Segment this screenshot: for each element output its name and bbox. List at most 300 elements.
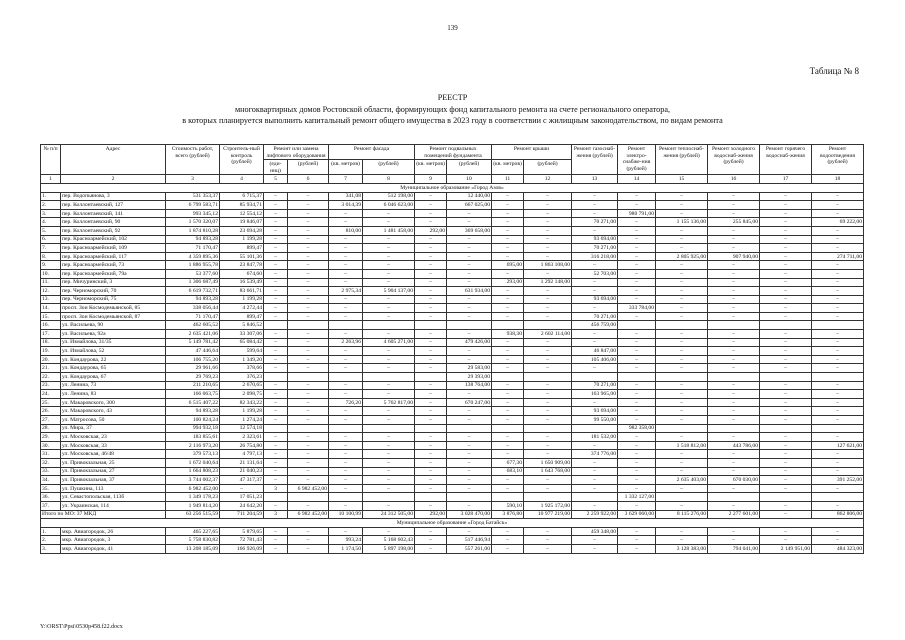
table-cell: – xyxy=(656,484,708,493)
table-cell xyxy=(264,424,288,433)
table-cell: 26. xyxy=(41,407,61,416)
table-cell: 2. xyxy=(41,536,61,545)
table-cell: – xyxy=(329,312,363,321)
table-cell: – xyxy=(760,261,812,270)
table-cell: – xyxy=(618,390,656,399)
table-row xyxy=(41,261,864,270)
table-row xyxy=(41,192,864,201)
table-cell: 3 876,80 xyxy=(492,510,524,519)
table-cell: – xyxy=(447,484,492,493)
table-cell: 3. xyxy=(41,544,61,553)
table-cell: 274 711,00 xyxy=(812,252,864,261)
table-cell: – xyxy=(329,347,363,356)
table-cell: 15. xyxy=(41,312,61,321)
table-cell: 10. xyxy=(41,269,61,278)
table-cell: – xyxy=(415,312,447,321)
table-cell: – xyxy=(812,192,864,201)
table-cell xyxy=(447,424,492,433)
table-cell: – xyxy=(656,458,708,467)
table-cell: 37. xyxy=(41,501,61,510)
table-cell: – xyxy=(708,467,760,476)
table-cell: – xyxy=(492,295,524,304)
table-cell: Итого по МО: 37 МКД xyxy=(41,510,166,519)
table-cell xyxy=(618,321,656,330)
table-cell: – xyxy=(363,416,415,425)
table-cell: – xyxy=(363,330,415,339)
table-cell: – xyxy=(760,527,812,536)
table-cell: – xyxy=(524,390,572,399)
table-cell: – xyxy=(363,269,415,278)
table-cell: 1 886 955,78 xyxy=(166,261,220,270)
table-cell xyxy=(415,424,447,433)
table-cell: 82 343,22 xyxy=(220,398,264,407)
table-cell: 1 650 909,00 xyxy=(524,458,572,467)
table-cell: – xyxy=(760,235,812,244)
table-cell: – xyxy=(572,278,618,287)
table-cell: – xyxy=(618,450,656,459)
table-cell: 459 348,00 xyxy=(572,527,618,536)
table-cell: – xyxy=(329,441,363,450)
table-cell: – xyxy=(760,484,812,493)
table-cell: 7. xyxy=(41,244,61,253)
table-cell: – xyxy=(524,287,572,296)
table-cell: 25. xyxy=(41,398,61,407)
table-cell: – xyxy=(760,510,812,519)
table-cell: 2 635 421,06 xyxy=(166,330,220,339)
table-cell: Муниципальное образование «Город Батайск» xyxy=(41,519,864,528)
table-cell: – xyxy=(524,441,572,450)
table-cell: – xyxy=(572,476,618,485)
table-cell: 810,00 xyxy=(329,226,363,235)
table-cell: – xyxy=(524,416,572,425)
table-cell: – xyxy=(572,330,618,339)
table-cell: – xyxy=(264,304,288,313)
table-cell: 4 359 895,36 xyxy=(166,252,220,261)
table-cell: – xyxy=(618,441,656,450)
table-row xyxy=(41,355,864,364)
table-cell: – xyxy=(572,192,618,201)
table-cell: 1 174,50 xyxy=(329,544,363,553)
table-cell: – xyxy=(288,398,329,407)
col-number: 16 xyxy=(708,175,760,184)
table-cell: – xyxy=(656,278,708,287)
table-cell: – xyxy=(760,226,812,235)
table-cell: – xyxy=(415,338,447,347)
table-cell: – xyxy=(492,381,524,390)
table-cell: – xyxy=(656,226,708,235)
table-cell: – xyxy=(363,484,415,493)
table-cell: – xyxy=(288,416,329,425)
table-row xyxy=(41,304,864,313)
table-cell: – xyxy=(572,364,618,373)
table-cell: 994 932,18 xyxy=(166,424,220,433)
table-cell: – xyxy=(363,347,415,356)
table-row xyxy=(41,441,864,450)
header-basement: Ремонт подвальных помещений фундамента xyxy=(415,145,492,160)
table-cell: 794 041,00 xyxy=(708,544,760,553)
table-cell: – xyxy=(572,501,618,510)
table-cell: – xyxy=(708,295,760,304)
table-cell: – xyxy=(415,278,447,287)
table-cell: – xyxy=(760,467,812,476)
table-cell xyxy=(264,321,288,330)
header-heat: Ремонт теплоснаб-жения (рублей) xyxy=(656,145,708,175)
table-cell: 3 128 383,00 xyxy=(656,544,708,553)
table-cell: – xyxy=(415,218,447,227)
table-cell xyxy=(708,373,760,382)
table-cell: 5 897 198,00 xyxy=(363,544,415,553)
header-basement-sqm: (кв. метров) xyxy=(415,160,447,175)
table-cell: – xyxy=(288,441,329,450)
table-cell: – xyxy=(447,312,492,321)
table-cell: – xyxy=(760,347,812,356)
table-cell: 47 446,64 xyxy=(166,347,220,356)
table-cell: ул. Кондаурова, 67 xyxy=(61,373,166,382)
table-cell: – xyxy=(415,261,447,270)
table-cell: 1 349 178,23 xyxy=(166,493,220,502)
table-cell: – xyxy=(447,295,492,304)
table-cell: ул. Измайлова, 52 xyxy=(61,347,166,356)
table-cell: – xyxy=(812,398,864,407)
table-cell xyxy=(572,493,618,502)
table-cell: 55 101,36 xyxy=(220,252,264,261)
table-cell: – xyxy=(288,347,329,356)
table-cell: – xyxy=(264,244,288,253)
table-cell: – xyxy=(220,484,264,493)
page-number: 139 xyxy=(447,24,458,32)
table-cell: 2 259 922,00 xyxy=(572,510,618,519)
table-cell: 3 744 002,37 xyxy=(166,476,220,485)
table-cell: – xyxy=(264,458,288,467)
table-cell: – xyxy=(329,261,363,270)
table-cell: – xyxy=(288,209,329,218)
table-cell xyxy=(288,493,329,502)
table-cell: ул. Матросова, 50 xyxy=(61,416,166,425)
table-cell xyxy=(415,373,447,382)
table-cell: 1 643 768,00 xyxy=(524,467,572,476)
table-cell: 72 781,43 xyxy=(220,536,264,545)
col-number: 3 xyxy=(166,175,220,184)
table-cell: – xyxy=(264,209,288,218)
table-cell: – xyxy=(708,450,760,459)
table-cell: – xyxy=(524,192,572,201)
table-cell: 2 602 114,00 xyxy=(524,330,572,339)
table-cell: 9. xyxy=(41,261,61,270)
table-cell: – xyxy=(329,269,363,278)
table-cell: – xyxy=(492,355,524,364)
table-cell xyxy=(708,493,760,502)
col-number: 2 xyxy=(61,175,166,184)
table-cell: 1 332 127,00 xyxy=(618,493,656,502)
table-cell: – xyxy=(524,226,572,235)
table-cell: – xyxy=(812,347,864,356)
table-cell: пер. Красноармейский, 102 xyxy=(61,235,166,244)
table-cell: – xyxy=(447,407,492,416)
table-cell: – xyxy=(329,304,363,313)
header-basement-rub: (рублей) xyxy=(447,160,492,175)
table-row xyxy=(41,201,864,210)
table-cell: – xyxy=(415,295,447,304)
table-cell: Муниципальное образование «Город Азов» xyxy=(41,183,864,192)
table-cell: 1 199,28 xyxy=(220,407,264,416)
table-cell: 711 204,59 xyxy=(220,510,264,519)
table-cell: – xyxy=(447,347,492,356)
table-cell: – xyxy=(760,501,812,510)
table-cell: 69 222,00 xyxy=(812,218,864,227)
table-cell: – xyxy=(618,544,656,553)
table-cell: 3 xyxy=(264,510,288,519)
table-cell: – xyxy=(264,476,288,485)
table-cell: ул. Макаровского, 43 xyxy=(61,407,166,416)
table-cell: – xyxy=(656,433,708,442)
table-cell xyxy=(812,424,864,433)
table-cell: – xyxy=(708,364,760,373)
table-cell: 2 277 601,00 xyxy=(708,510,760,519)
table-cell: – xyxy=(656,192,708,201)
table-cell: – xyxy=(415,390,447,399)
table-cell: 1 481 458,00 xyxy=(363,226,415,235)
table-cell: ул. Кондаурова, 22 xyxy=(61,355,166,364)
table-cell: 6 046 623,00 xyxy=(363,201,415,210)
table-cell xyxy=(447,493,492,502)
table-cell: – xyxy=(329,433,363,442)
table-cell: – xyxy=(618,235,656,244)
table-cell: 338 056,44 xyxy=(166,304,220,313)
table-cell: – xyxy=(363,209,415,218)
table-cell: – xyxy=(329,330,363,339)
table-cell: 5 758 830,82 xyxy=(166,536,220,545)
table-cell: – xyxy=(363,467,415,476)
table-cell: – xyxy=(812,201,864,210)
col-number: 10 xyxy=(447,175,492,184)
table-cell: – xyxy=(760,312,812,321)
table-cell: – xyxy=(492,226,524,235)
table-cell: – xyxy=(760,407,812,416)
table-cell: – xyxy=(618,476,656,485)
table-row xyxy=(41,269,864,278)
header-facade: Ремонт фасада xyxy=(329,145,415,160)
table-cell: – xyxy=(288,235,329,244)
table-row xyxy=(41,226,864,235)
table-cell: – xyxy=(415,476,447,485)
header-sewer: Ремонт водоотведения (рублей) xyxy=(812,145,864,175)
col-number: 6 xyxy=(288,175,329,184)
table-cell: 1. xyxy=(41,527,61,536)
table-cell: 2 263,96 xyxy=(329,338,363,347)
table-cell: 1 925 172,00 xyxy=(524,501,572,510)
table-cell: – xyxy=(447,390,492,399)
table-cell: 17. xyxy=(41,330,61,339)
table-cell: – xyxy=(524,450,572,459)
table-cell: – xyxy=(329,390,363,399)
table-cell: 181 532,00 xyxy=(572,433,618,442)
table-cell: 2 116 973,20 xyxy=(166,441,220,450)
table-cell: – xyxy=(492,312,524,321)
table-cell: – xyxy=(492,192,524,201)
table-row xyxy=(41,252,864,261)
table-cell: – xyxy=(760,381,812,390)
table-cell: 2 635 403,00 xyxy=(656,476,708,485)
table-cell: 1 949 814,20 xyxy=(166,501,220,510)
table-cell: – xyxy=(363,441,415,450)
table-cell: – xyxy=(618,381,656,390)
table-cell: ул. Кондаурова, 65 xyxy=(61,364,166,373)
table-cell: – xyxy=(572,441,618,450)
table-cell: – xyxy=(812,536,864,545)
table-cell: – xyxy=(415,433,447,442)
table-cell xyxy=(363,321,415,330)
table-cell: – xyxy=(264,390,288,399)
table-cell xyxy=(708,424,760,433)
table-cell xyxy=(760,373,812,382)
table-cell: – xyxy=(812,390,864,399)
table-cell: – xyxy=(812,304,864,313)
table-cell xyxy=(329,424,363,433)
col-number: 9 xyxy=(415,175,447,184)
table-cell xyxy=(264,373,288,382)
table-cell: – xyxy=(618,484,656,493)
table-cell: – xyxy=(264,269,288,278)
table-cell: 1 274,24 xyxy=(220,416,264,425)
table-cell: – xyxy=(329,364,363,373)
table-cell: – xyxy=(656,467,708,476)
file-path-footer: Y:\ORST\Ppsi\0530p458.f22.docx xyxy=(40,624,123,630)
table-cell: – xyxy=(708,355,760,364)
table-cell: – xyxy=(656,261,708,270)
table-cell: – xyxy=(363,235,415,244)
table-cell: просп. Зои Космодемьянской, 87 xyxy=(61,312,166,321)
table-cell: 982 358,00 xyxy=(618,424,656,433)
table-cell: 211 210,65 xyxy=(166,381,220,390)
header-roof-rub: (рублей) xyxy=(524,160,572,175)
table-cell: 6 982 452,00 xyxy=(288,484,329,493)
table-cell: 18. xyxy=(41,338,61,347)
table-cell: – xyxy=(288,226,329,235)
table-cell: – xyxy=(329,381,363,390)
table-row xyxy=(41,407,864,416)
col-number: 12 xyxy=(524,175,572,184)
table-cell: – xyxy=(329,527,363,536)
table-cell: 1 349,20 xyxy=(220,355,264,364)
table-cell: 20. xyxy=(41,355,61,364)
table-cell: – xyxy=(264,295,288,304)
table-cell: 5 762 817,00 xyxy=(363,398,415,407)
table-cell: – xyxy=(492,244,524,253)
table-cell: – xyxy=(492,484,524,493)
table-cell: 83 661,71 xyxy=(220,287,264,296)
table-cell: 899,47 xyxy=(220,312,264,321)
table-cell: – xyxy=(264,287,288,296)
table-cell: – xyxy=(415,355,447,364)
table-cell: – xyxy=(447,416,492,425)
table-cell: – xyxy=(264,398,288,407)
table-cell: 85 934,71 xyxy=(220,201,264,210)
table-cell: – xyxy=(264,536,288,545)
table-cell: 5 879,65 xyxy=(220,527,264,536)
table-cell: – xyxy=(524,398,572,407)
header-electro: Ремонт электро-снабже-ния (рублей) xyxy=(618,145,656,175)
table-cell: – xyxy=(812,209,864,218)
table-cell: – xyxy=(760,192,812,201)
table-cell: – xyxy=(708,407,760,416)
table-cell: – xyxy=(760,304,812,313)
table-cell: – xyxy=(572,536,618,545)
table-cell: – xyxy=(329,450,363,459)
table-cell: 1 570 320,07 xyxy=(166,218,220,227)
table-cell xyxy=(760,321,812,330)
table-cell: 292,00 xyxy=(415,226,447,235)
table-cell: – xyxy=(329,407,363,416)
table-cell: – xyxy=(812,330,864,339)
table-cell: – xyxy=(572,338,618,347)
table-cell: 2 323,61 xyxy=(220,433,264,442)
table-cell: 46 847,00 xyxy=(572,347,618,356)
table-cell: 35. xyxy=(41,484,61,493)
table-cell: 1 874 810,28 xyxy=(166,226,220,235)
table-cell: 4 797,13 xyxy=(220,450,264,459)
table-cell: пер. Водопьянова, 3 xyxy=(61,192,166,201)
table-cell: – xyxy=(288,244,329,253)
table-cell: – xyxy=(760,244,812,253)
table-cell: 631 934,00 xyxy=(447,287,492,296)
table-cell: 462 605,52 xyxy=(166,321,220,330)
table-cell: – xyxy=(288,304,329,313)
table-cell: – xyxy=(329,235,363,244)
table-cell: – xyxy=(618,287,656,296)
table-cell: 12. xyxy=(41,287,61,296)
table-cell: – xyxy=(812,381,864,390)
table-cell: – xyxy=(329,295,363,304)
table-row xyxy=(41,218,864,227)
table-cell: – xyxy=(812,312,864,321)
section-header-row xyxy=(41,183,864,192)
table-cell xyxy=(524,424,572,433)
col-number: 8 xyxy=(363,175,415,184)
table-cell: – xyxy=(288,269,329,278)
table-cell: – xyxy=(708,312,760,321)
table-cell: 23 694,28 xyxy=(220,226,264,235)
table-cell: – xyxy=(708,527,760,536)
table-cell: ул. Мира, 37 xyxy=(61,424,166,433)
table-cell: – xyxy=(363,433,415,442)
table-label: Таблица № 8 xyxy=(809,66,859,76)
table-cell: – xyxy=(656,295,708,304)
table-cell: – xyxy=(288,252,329,261)
table-cell: 1 292 148,00 xyxy=(524,278,572,287)
table-cell: – xyxy=(812,235,864,244)
table-cell: 63 256 515,59 xyxy=(166,510,220,519)
table-cell: – xyxy=(447,450,492,459)
table-cell: – xyxy=(812,261,864,270)
table-cell: – xyxy=(264,544,288,553)
table-cell xyxy=(363,493,415,502)
header-facade-sqm: (кв. метров) xyxy=(329,160,363,175)
table-cell: 6 799 583,71 xyxy=(166,201,220,210)
table-cell: 907 940,00 xyxy=(708,252,760,261)
table-cell: 29 583,00 xyxy=(447,364,492,373)
table-cell: 4 272,44 xyxy=(220,304,264,313)
table-cell: – xyxy=(708,484,760,493)
table-cell: – xyxy=(618,527,656,536)
table-cell: – xyxy=(760,476,812,485)
table-cell: – xyxy=(492,347,524,356)
table-cell xyxy=(492,373,524,382)
table-cell: – xyxy=(572,201,618,210)
table-cell: – xyxy=(656,416,708,425)
table-cell: – xyxy=(264,218,288,227)
table-cell: 99 550,00 xyxy=(572,416,618,425)
table-cell: – xyxy=(572,226,618,235)
